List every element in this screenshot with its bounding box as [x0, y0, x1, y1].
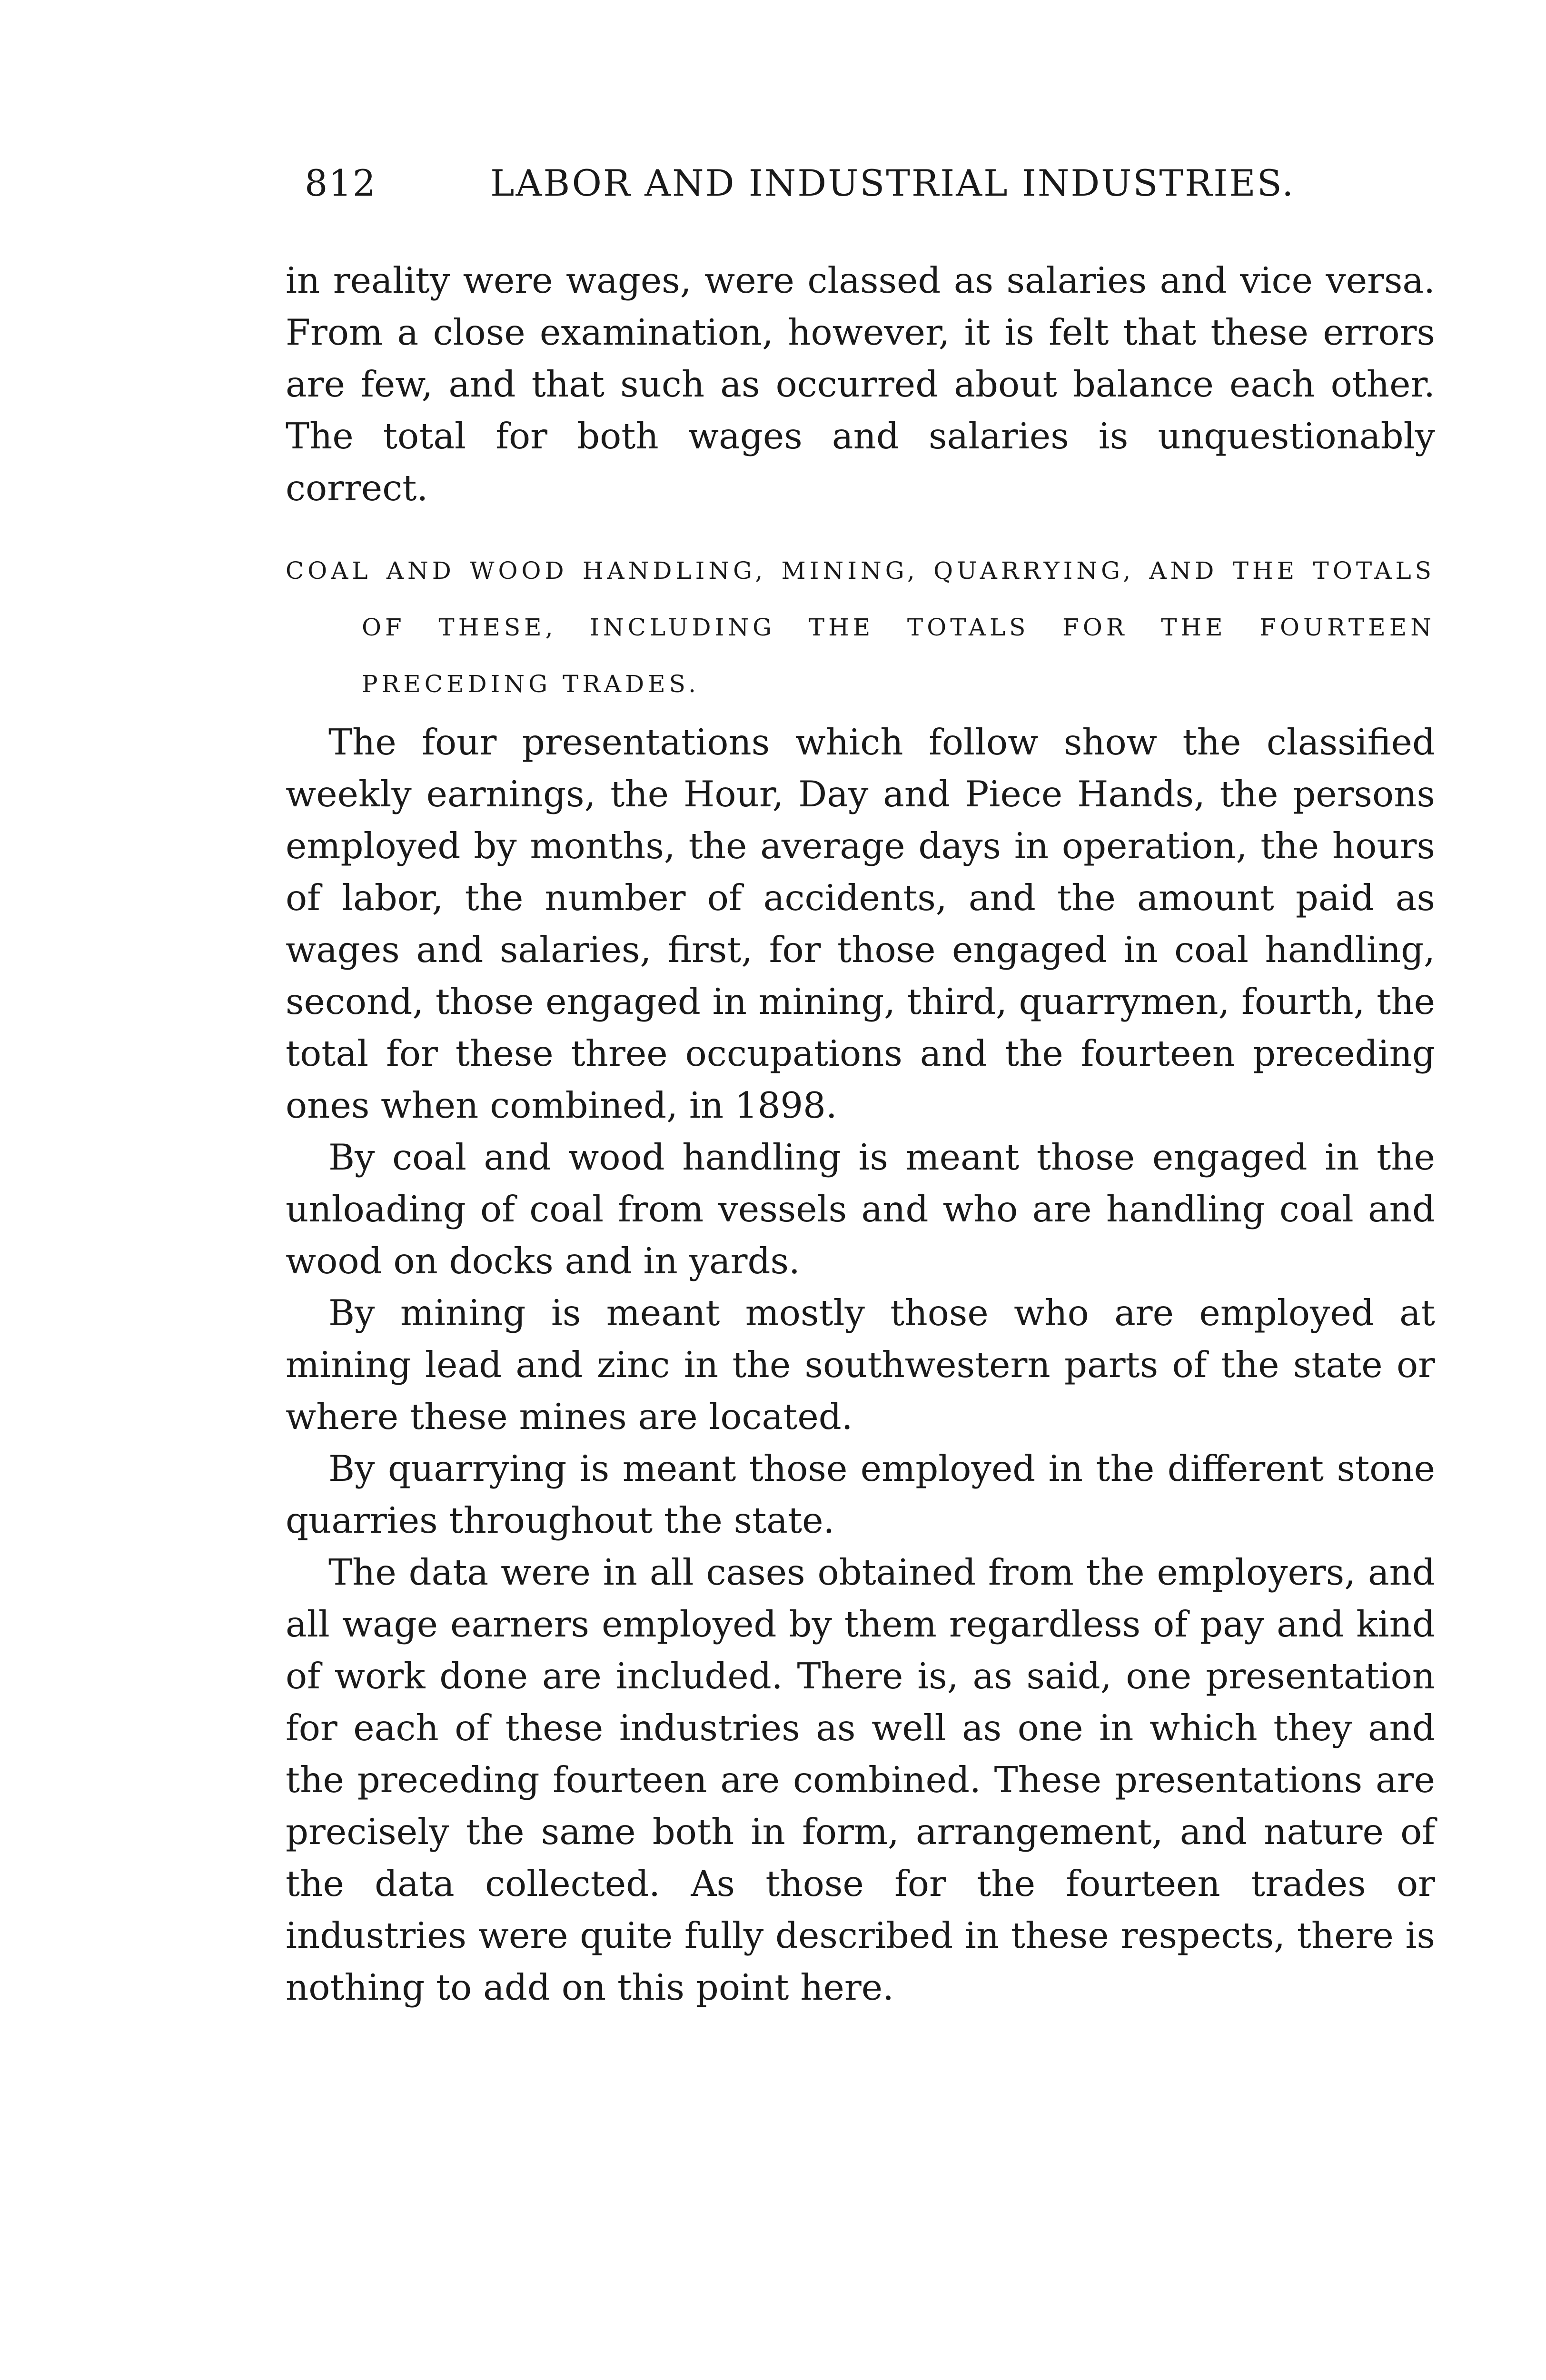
paragraph: The four presentations which follow show the classified weekly earnings, the Hour, Day and Piece Hands, the persons employed by months, the average days in operation, the hours of labor, the number of accidents, and the amount paid as wages and salaries, first, for those engaged in coal handling, second, those engaged in mining, third, quarrymen, fourth, the total for these three occupations and the fourteen preceding ones when combined, in 1898. — [286, 721, 1435, 1126]
paragraph: By quarrying is meant those employed in the different stone quarries throughout the state. — [286, 1448, 1435, 1541]
running-head — [305, 162, 1295, 209]
paragraph: The data were in all cases obtained from the employers, and all wage earners employed by them regardless of pay and kind of work done are included. There is, as said, one presentation for each of these industries as well as one in which they and the preceding fourteen are combined. These presentations are precisely the same both in form, arrangement, and nature of the data collected. As those for the fourteen trades or industries were quite fully described in these respects, there is nothing to add on this point here. — [286, 1551, 1435, 2008]
section-heading: COAL AND WOOD HANDLING, MINING, QUARRYING, AND THE TOTALS OF THESE, INCLUDING THE TOTALS FOR THE FOURTEEN PRECEDING TRADES. — [286, 557, 1435, 698]
main-text-block — [286, 716, 1435, 2013]
paragraph: By coal and wood handling is meant those engaged in the unloading of coal from vessels and who are handling coal and wood on docks and in yards. — [286, 1136, 1435, 1282]
continued-text-block — [286, 255, 1435, 514]
paragraph: By mining is meant mostly those who are employed at mining lead and zinc in the southwestern parts of the state or where these mines are located. — [286, 1292, 1435, 1438]
page-number: 812 — [305, 162, 377, 204]
running-title: LABOR AND INDUSTRIAL INDUSTRIES. — [490, 162, 1295, 204]
continued-paragraph: in reality were wages, were classed as salaries and vice versa. From a close examination, however, it is felt that these errors are few, and that such as occurred about balance each other. The total for both wages and salaries is unquestionably correct. — [286, 259, 1435, 509]
